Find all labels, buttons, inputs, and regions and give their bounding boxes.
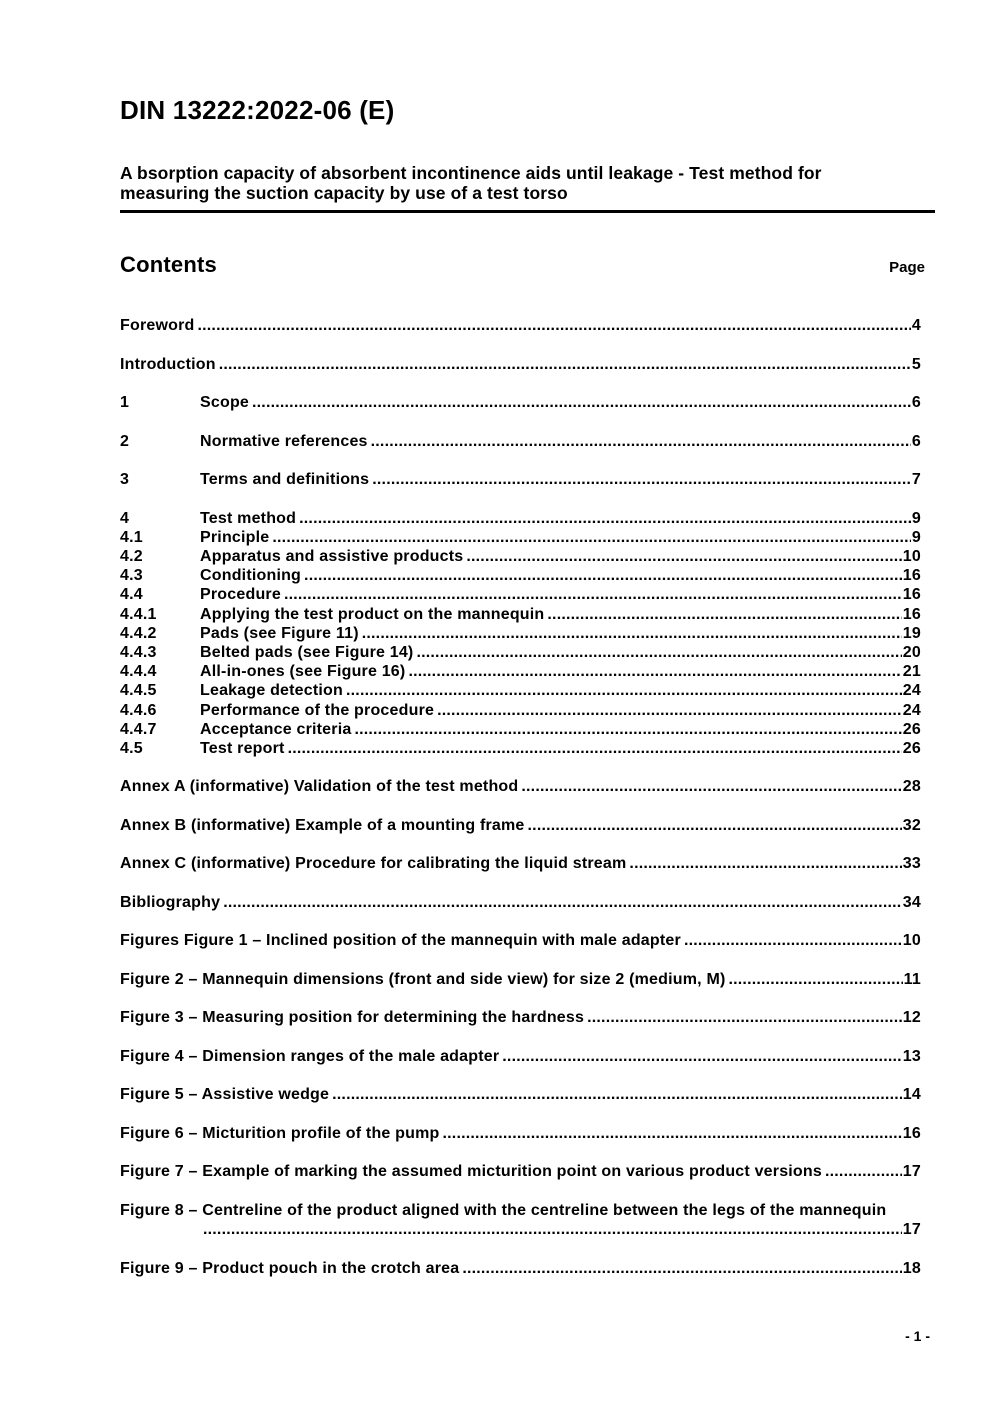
toc-entry-number: 4 <box>120 509 130 527</box>
toc-entry-label: Figure 7 – Example of marking the assumed micturition point on various product versions <box>120 1163 822 1181</box>
toc-entry-label: Foreword <box>120 317 195 334</box>
toc-entry-page: 9 <box>911 528 921 546</box>
toc-dot-leader <box>368 432 911 451</box>
toc-entry-page: 11 <box>903 970 921 988</box>
toc-entry-page: 18 <box>902 1259 921 1277</box>
toc-entry-line <box>120 854 921 873</box>
toc-entry-label: Acceptance criteria <box>200 720 352 738</box>
toc-entry-line <box>120 1201 921 1220</box>
toc-entry-label: Annex C (informative) Procedure for calibrating the liquid stream <box>120 855 627 873</box>
contents-header-row <box>120 252 935 278</box>
toc-entry-line <box>120 1162 921 1181</box>
toc-entry-page: 10 <box>902 547 921 565</box>
toc-entry-line <box>120 681 921 700</box>
toc-entry-line <box>120 393 921 412</box>
toc-dot-leader <box>200 1220 902 1239</box>
toc-dot-leader <box>405 662 901 681</box>
toc-entry-line <box>120 1259 921 1278</box>
toc-dot-leader <box>584 1008 902 1027</box>
toc-entry-page: 10 <box>902 932 921 950</box>
toc-entry-line <box>120 893 921 912</box>
toc-entry-line <box>120 970 921 989</box>
toc-entry-page: 20 <box>902 643 921 661</box>
toc-entry-number: 4.4.3 <box>120 643 157 661</box>
title-rule-divider <box>120 210 935 213</box>
toc-entry <box>120 893 921 912</box>
toc-entry-number: 3 <box>120 471 130 488</box>
toc-dot-leader <box>726 970 903 989</box>
toc-entry-label: Figure 2 – Mannequin dimensions (front and side view) for size 2 (medium, M) <box>120 970 726 988</box>
toc-entry <box>120 739 921 758</box>
toc-entry-label: Pads (see Figure 11) <box>200 624 359 642</box>
toc-entry-label: Principle <box>200 528 270 546</box>
doc-title-line: measuring the suction capacity by use of a test torso <box>120 183 568 203</box>
page-column-label: Page <box>889 259 925 276</box>
toc-dot-leader <box>285 739 902 758</box>
doc-title <box>120 163 935 203</box>
toc-dot-leader <box>296 509 911 528</box>
toc-entry-label: Procedure <box>200 586 281 604</box>
toc-entry-number: 4.4.4 <box>120 663 157 681</box>
toc-entry-page: 12 <box>902 1009 921 1027</box>
toc-entry <box>120 566 921 585</box>
toc-entry-page: 33 <box>902 855 921 873</box>
contents-heading: Contents <box>120 252 217 277</box>
toc-entry-label: Scope <box>200 394 250 411</box>
toc-entry-label: Normative references <box>200 432 368 450</box>
toc-entry-label: Terms and definitions <box>200 471 370 488</box>
toc-entry-page: 6 <box>911 394 921 411</box>
toc-entry-line <box>120 739 921 758</box>
toc-entry-page: 32 <box>902 816 921 834</box>
toc-entry-number: 4.4.6 <box>120 701 157 719</box>
toc-dot-leader <box>269 528 911 547</box>
toc-entry <box>120 528 921 547</box>
toc-entry <box>120 970 921 989</box>
toc-entry-number: 4.1 <box>120 528 143 546</box>
toc-dot-leader <box>351 720 901 739</box>
toc-entry-page: 24 <box>902 682 921 700</box>
toc-entry-line <box>120 470 921 489</box>
toc-entry-line <box>120 720 921 739</box>
doc-title-line: A bsorption capacity of absorbent incontinence aids until leakage - Test method for <box>120 163 822 183</box>
toc-entry-page: 21 <box>902 663 921 681</box>
toc-entry-page: 17 <box>902 1163 921 1181</box>
toc-entry-label: Test method <box>200 509 297 527</box>
toc-entry-page: 28 <box>902 778 921 796</box>
toc-dot-leader <box>281 585 902 604</box>
toc-dot-leader <box>440 1124 902 1143</box>
toc-list <box>120 316 935 1278</box>
toc-entry-line <box>120 605 921 624</box>
toc-entry-label: Figure 3 – Measuring position for determining the hardness <box>120 1009 585 1027</box>
toc-dot-leader <box>459 1259 901 1278</box>
toc-dot-leader <box>220 893 902 912</box>
toc-entry <box>120 316 921 335</box>
page-number-footer: - 1 - <box>905 1328 930 1344</box>
toc-entry-page: 13 <box>902 1047 921 1065</box>
toc-entry <box>120 1047 921 1066</box>
toc-entry-number: 4.4.1 <box>120 605 157 623</box>
toc-entry-number: 4.3 <box>120 567 143 585</box>
toc-entry-label: Performance of the procedure <box>200 701 435 719</box>
toc-entry-label: Conditioning <box>200 567 302 585</box>
toc-entry-number: 4.4.5 <box>120 682 157 700</box>
toc-entry <box>120 1201 921 1239</box>
toc-entry-label: Figure 9 – Product pouch in the crotch area <box>120 1259 460 1277</box>
toc-entry-line <box>120 528 921 547</box>
toc-entry-line <box>120 624 921 643</box>
toc-entry <box>120 1085 921 1104</box>
toc-entry-label: Figure 8 – Centreline of the product aligned with the centreline between the legs of the mannequin <box>120 1201 887 1219</box>
toc-entry <box>120 547 921 566</box>
toc-entry-page: 34 <box>902 893 921 911</box>
toc-dot-leader <box>434 701 902 720</box>
toc-entry-number: 4.5 <box>120 739 143 757</box>
toc-entry-page: 9 <box>911 509 921 527</box>
toc-dot-leader <box>525 816 902 835</box>
toc-entry-page: 14 <box>902 1086 921 1104</box>
toc-entry-number: 4.4.2 <box>120 624 157 642</box>
toc-entry <box>120 585 921 604</box>
toc-entry-line <box>120 1124 921 1143</box>
toc-dot-leader <box>249 393 911 412</box>
toc-entry-number: 4.4.7 <box>120 720 157 738</box>
toc-dot-leader <box>822 1162 902 1181</box>
toc-dot-leader <box>301 566 902 585</box>
toc-dot-leader <box>463 547 901 566</box>
toc-entry <box>120 643 921 662</box>
toc-entry-page: 6 <box>911 432 921 450</box>
toc-entry <box>120 432 921 451</box>
toc-dot-leader <box>413 643 901 662</box>
toc-dot-leader <box>343 681 902 700</box>
toc-entry-page: 26 <box>902 720 921 738</box>
toc-entry-page: 16 <box>902 586 921 604</box>
toc-entry-line <box>120 585 921 604</box>
toc-entry-line <box>120 355 921 374</box>
toc-entry-line <box>120 1085 921 1104</box>
toc-entry-label: Annex B (informative) Example of a mounting frame <box>120 816 525 834</box>
toc-entry-label: Figures Figure 1 – Inclined position of the mannequin with male adapter <box>120 932 681 950</box>
toc-entry-line <box>120 643 921 662</box>
toc-entry-number: 2 <box>120 432 130 450</box>
toc-entry-label: Leakage detection <box>200 682 344 700</box>
toc-entry <box>120 1008 921 1027</box>
toc-entry <box>120 470 921 489</box>
toc-entry-number: 1 <box>120 394 130 411</box>
toc-entry <box>120 720 921 739</box>
toc-entry-label: Bibliography <box>120 893 221 911</box>
toc-entry-page: 16 <box>902 1124 921 1142</box>
toc-entry-label: All-in-ones (see Figure 16) <box>200 663 406 681</box>
toc-entry-page: 16 <box>902 605 921 623</box>
toc-entry-line <box>120 816 921 835</box>
toc-dot-leader <box>359 624 902 643</box>
toc-dot-leader <box>544 605 901 624</box>
toc-entry-wrap-line <box>120 1220 921 1239</box>
toc-entry <box>120 777 921 796</box>
toc-entry <box>120 509 921 528</box>
toc-entry-line <box>120 509 921 528</box>
toc-entry <box>120 1124 921 1143</box>
toc-entry-label: Figure 4 – Dimension ranges of the male adapter <box>120 1047 500 1065</box>
toc-entry-line <box>120 701 921 720</box>
toc-entry-label: Belted pads (see Figure 14) <box>200 643 414 661</box>
toc-entry <box>120 816 921 835</box>
toc-entry-page: 7 <box>911 471 921 488</box>
toc-entry-line <box>120 316 921 335</box>
toc-entry-line <box>120 1047 921 1066</box>
toc-entry-line <box>120 432 921 451</box>
toc-entry-page: 16 <box>902 567 921 585</box>
toc-entry-line <box>120 566 921 585</box>
toc-entry-label: Figure 6 – Micturition profile of the pump <box>120 1124 440 1142</box>
toc-entry <box>120 1162 921 1181</box>
toc-dot-leader <box>518 777 901 796</box>
toc-entry-page: 26 <box>902 739 921 757</box>
toc-dot-leader <box>329 1085 902 1104</box>
toc-entry-label: Figure 5 – Assistive wedge <box>120 1086 330 1104</box>
toc-entry-line <box>120 931 921 950</box>
toc-entry <box>120 355 921 374</box>
toc-dot-leader <box>681 931 902 950</box>
toc-entry-line <box>120 547 921 566</box>
toc-dot-leader <box>369 470 911 489</box>
toc-entry <box>120 931 921 950</box>
toc-entry-number: 4.4 <box>120 586 143 604</box>
toc-entry <box>120 681 921 700</box>
toc-entry-page: 4 <box>911 317 921 334</box>
toc-entry-page: 5 <box>911 355 921 373</box>
toc-dot-leader <box>195 316 911 335</box>
toc-entry-line <box>120 777 921 796</box>
toc-dot-leader <box>216 355 911 374</box>
toc-entry <box>120 624 921 643</box>
toc-entry <box>120 605 921 624</box>
toc-entry <box>120 854 921 873</box>
toc-entry <box>120 393 921 412</box>
toc-entry-page: 19 <box>902 624 921 642</box>
toc-entry-line <box>120 1008 921 1027</box>
toc-entry <box>120 701 921 720</box>
toc-entry-label: Introduction <box>120 355 216 373</box>
toc-entry <box>120 662 921 681</box>
toc-entry-number: 4.2 <box>120 547 143 565</box>
toc-entry-label: Test report <box>200 739 285 757</box>
toc-entry-label: Annex A (informative) Validation of the test method <box>120 778 519 796</box>
toc-entry-line <box>120 662 921 681</box>
toc-entry <box>120 1259 921 1278</box>
toc-entry-page: 17 <box>902 1221 921 1239</box>
toc-entry-label: Applying the test product on the mannequin <box>200 605 545 623</box>
toc-dot-leader <box>626 854 901 873</box>
toc-entry-label: Apparatus and assistive products <box>200 547 464 565</box>
doc-number: DIN 13222:2022-06 (E) <box>120 95 395 125</box>
toc-dot-leader <box>499 1047 902 1066</box>
toc-entry-page: 24 <box>902 701 921 719</box>
